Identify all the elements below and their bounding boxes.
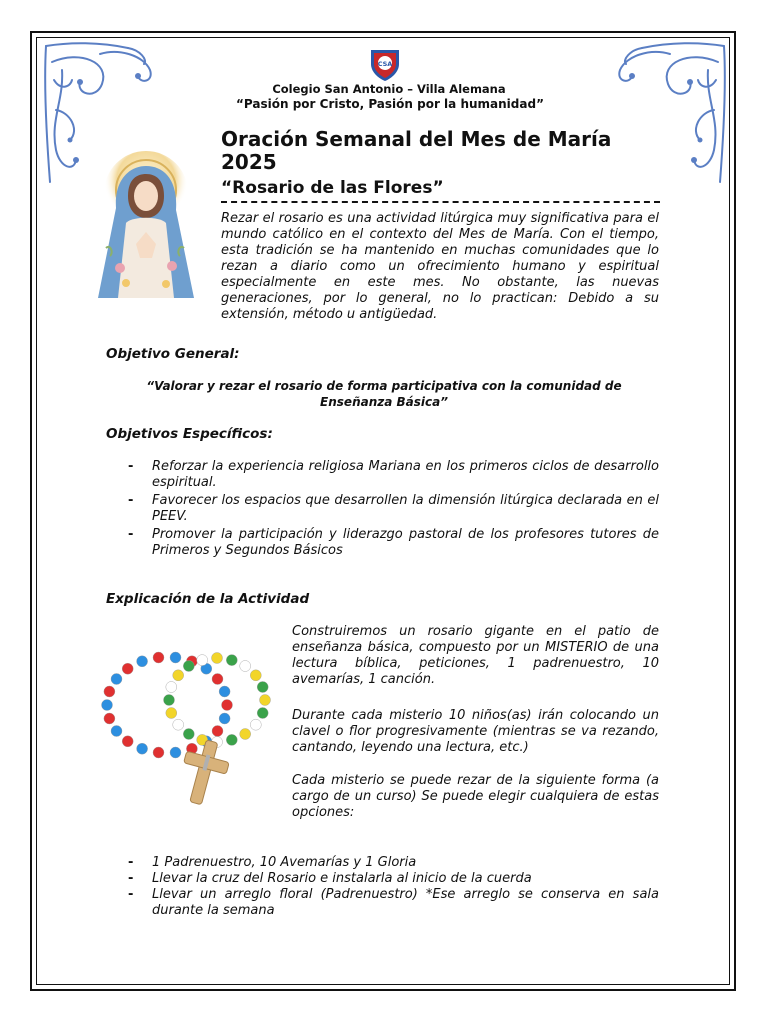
page-title: Oración Semanal del Mes de María 2025 <box>221 127 612 174</box>
rosary-bead <box>257 682 268 693</box>
rosary-bead <box>173 670 184 681</box>
list-bullet: - <box>128 871 134 886</box>
rosary-bead <box>153 747 164 758</box>
rosary-bead <box>153 652 164 663</box>
list-item: - Reforzar la experiencia religiosa Mariana en los primeros ciclos de desarrollo espiritual. <box>128 459 659 490</box>
list-item: - 1 Padrenuestro, 10 Avemarías y 1 Gloria <box>128 855 417 870</box>
intro-text: Rezar el rosario es una actividad litúrgica muy significativa para el mundo católico en el contexto del Mes de María. Con el tiempo, esta tradición se ha mantenido en muchas comunidades que lo rezan a diario como un ofrecimiento humano y espiritual especialmente en este mes. No obstante, las nuevas generaciones, por lo general, no lo practican: Debido a su extensión, método u antigüedad. <box>221 211 659 322</box>
objetivo-general-text: “Valorar y rezar el rosario de forma participativa con la comunidad de Enseñanza Básica” <box>146 379 622 409</box>
rosary-bead <box>170 747 181 758</box>
rosary-bead <box>250 719 261 730</box>
list-item: - Promover la participación y liderazgo pastoral de los profesores tutores de Primeros y Segundos Básicos <box>128 527 659 558</box>
intro-paragraph <box>106 211 659 323</box>
rosary-bead <box>164 695 175 706</box>
rosary-bead <box>111 726 122 737</box>
rosary-bead <box>260 695 271 706</box>
rosary-bead <box>166 708 177 719</box>
rosary-bead <box>170 652 181 663</box>
rosary-bead <box>183 661 194 672</box>
rosary-bead <box>212 726 223 737</box>
rosary-bead <box>257 708 268 719</box>
opciones-list <box>106 855 659 919</box>
actividad-heading: Explicación de la Actividad <box>106 591 310 607</box>
rosary-bead <box>111 674 122 685</box>
actividad-paragraph-2: Durante cada misterio 10 niños(as) irán colocando un clavel o flor progresivamente (mientras se va rezando, cantando, leyendo una lectura, etc.) <box>292 708 659 755</box>
dashed-divider <box>221 201 660 203</box>
rosary-bead <box>137 656 148 667</box>
actividad-paragraph-3: Cada misterio se puede rezar de la siguiente forma (a cargo de un curso) Se puede elegir cualquiera de estas opciones: <box>292 773 659 820</box>
rosary-bead <box>226 734 237 745</box>
rosary-bead <box>219 686 230 697</box>
rosary-bead <box>219 713 230 724</box>
image-wrap-space <box>106 211 221 317</box>
rosary-bead <box>183 729 194 740</box>
rosary-bead <box>104 713 115 724</box>
rosary-bead <box>212 674 223 685</box>
rosary-bead <box>137 743 148 754</box>
rosary-bead <box>226 655 237 666</box>
list-item: - Llevar un arreglo floral (Padrenuestro) *Ese arreglo se conserva en sala durante la semana <box>128 887 659 918</box>
rosary-bead <box>104 686 115 697</box>
objetivos-especificos-list <box>106 459 659 561</box>
rosary-bead <box>173 719 184 730</box>
list-bullet: - <box>128 527 134 542</box>
page-subtitle: “Rosario de las Flores” <box>221 178 444 198</box>
list-item: - Favorecer los espacios que desarrollen la dimensión litúrgica declarada en el PEEV. <box>128 493 659 524</box>
rosary-bead <box>197 655 208 666</box>
svg-text:CSA: CSA <box>377 60 393 68</box>
crest-icon <box>368 46 402 82</box>
rosary-bead <box>122 736 133 747</box>
school-name: Colegio San Antonio – Villa Alemana <box>272 82 506 96</box>
school-motto: “Pasión por Cristo, Pasión por la humanidad” <box>236 97 544 111</box>
actividad-paragraph-1: Construiremos un rosario gigante en el patio de enseñanza básica, compuesto por un MISTERIO de una lectura bíblica, peticiones, 1 padrenuestro, 10 avemarías, 1 canción. <box>292 624 659 687</box>
rosary-bead <box>222 700 233 711</box>
list-item: - Llevar la cruz del Rosario e instalarla al inicio de la cuerda <box>128 871 532 886</box>
rosary-image <box>97 625 283 823</box>
rosary-bead <box>250 670 261 681</box>
rosary-bead <box>240 729 251 740</box>
list-bullet: - <box>128 459 134 474</box>
rosary-bead <box>102 700 113 711</box>
list-bullet: - <box>128 493 134 508</box>
list-bullet: - <box>128 855 134 870</box>
rosary-bead <box>240 661 251 672</box>
objetivo-general-heading: Objetivo General: <box>106 346 240 362</box>
list-bullet: - <box>128 887 134 902</box>
rosary-bead <box>166 682 177 693</box>
rosary-bead <box>212 653 223 664</box>
rosary-bead <box>122 663 133 674</box>
objetivos-especificos-heading: Objetivos Específicos: <box>106 426 273 442</box>
